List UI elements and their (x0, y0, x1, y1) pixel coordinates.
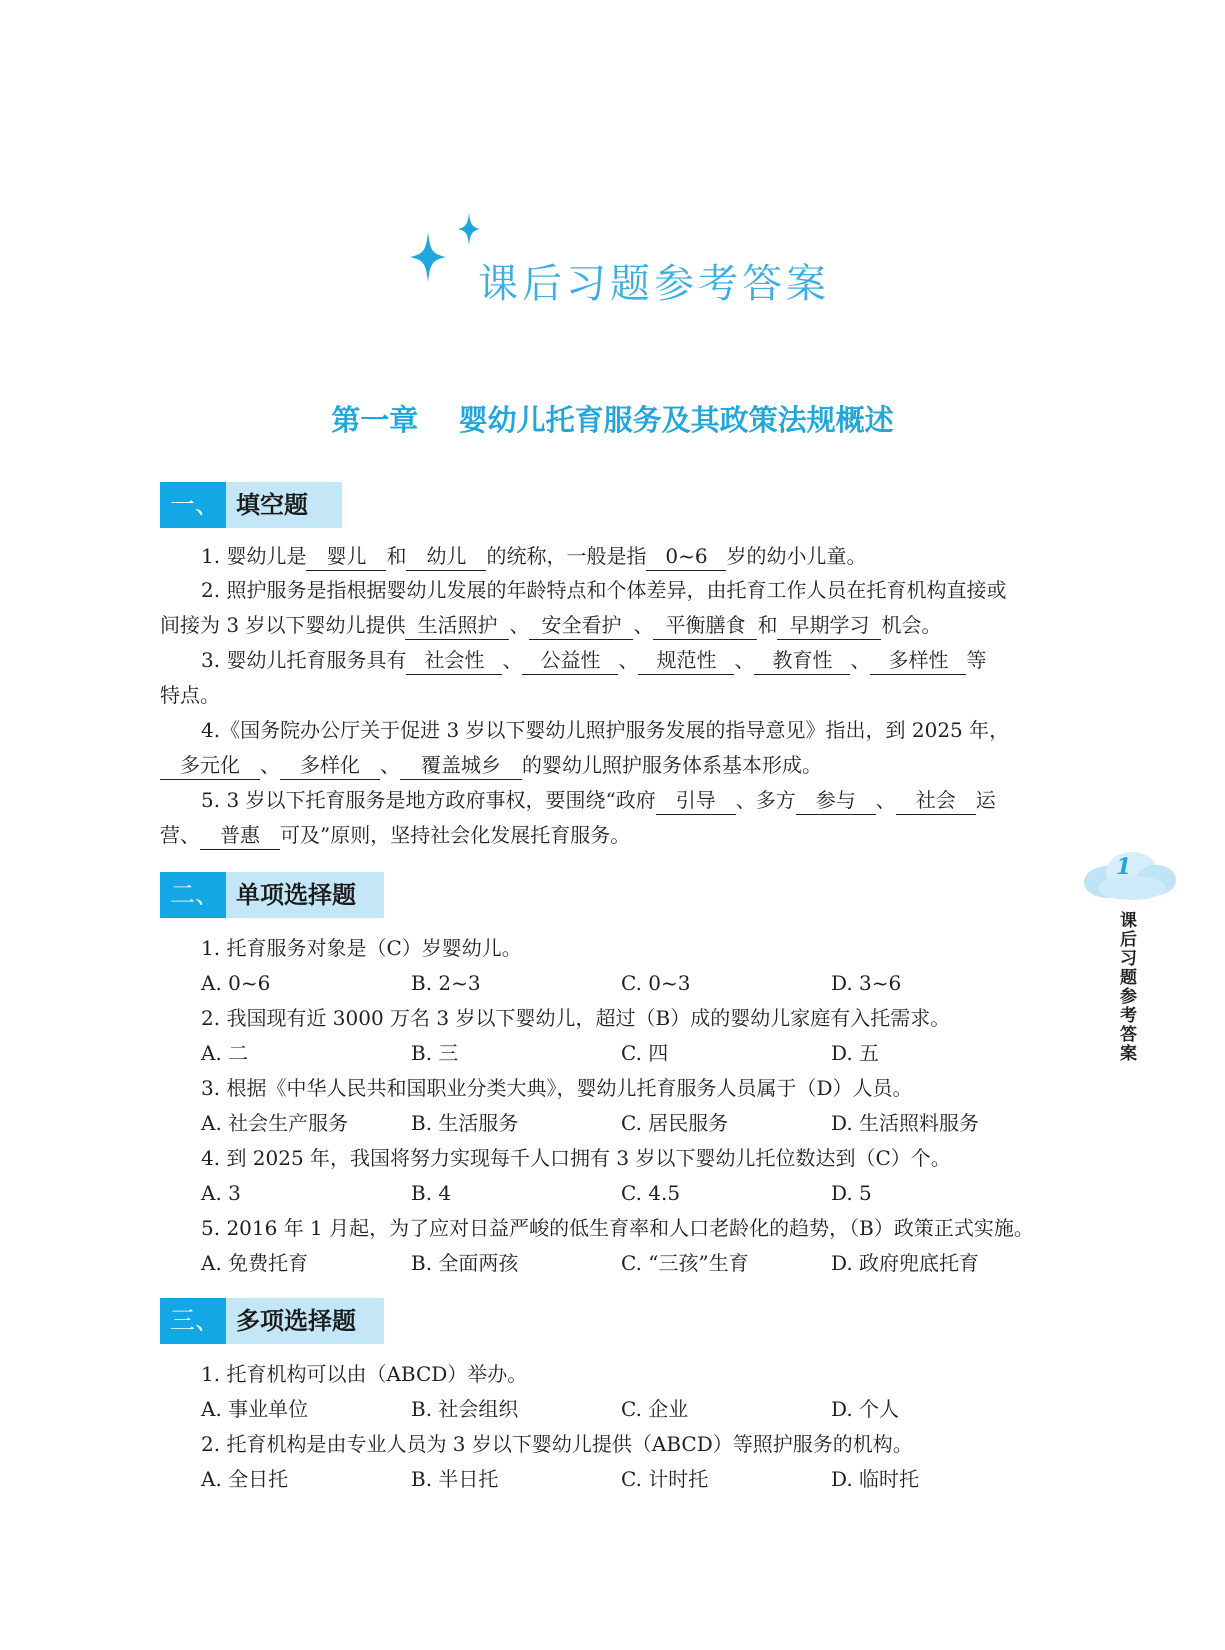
single-choice-question: 4. 到 2025 年，我国将努力实现每千人口拥有 3 岁以下婴幼儿托位数达到（C）个。 (201, 1146, 951, 1170)
answer-blank: 安全看护 (529, 611, 633, 640)
fill-question-4-line-1: 4.《国务院办公厅关于促进 3 岁以下婴幼儿照护服务发展的指导意见》指出，到 2025 年， (201, 718, 1010, 742)
answer-blank: 幼儿 (406, 542, 486, 571)
choice-option: A. 3 (201, 1181, 241, 1205)
answer-blank: 规范性 (638, 646, 734, 675)
single-choice-question: 2. 我国现有近 3000 万名 3 岁以下婴幼儿，超过（B）成的婴幼儿家庭有入托需求。 (201, 1006, 951, 1030)
fill-question-3-line-2: 特点。 (160, 683, 220, 707)
single-choice-question: 1. 托育服务对象是（C）岁婴幼儿。 (201, 936, 522, 960)
multi-choice-question: 1. 托育机构可以由（ABCD）举办。 (201, 1362, 528, 1386)
choice-option: B. 2~3 (411, 971, 481, 995)
answer-blank: 生活照护 (405, 611, 509, 640)
answer-blank: 早期学习 (777, 611, 881, 640)
choice-option: B. 生活服务 (411, 1111, 519, 1135)
answer-blank: 引导 (656, 786, 736, 815)
choice-option: D. 五 (831, 1041, 880, 1065)
section-label: 单项选择题 (226, 872, 384, 918)
answer-blank: 参与 (796, 786, 876, 815)
choice-option: C. 四 (621, 1041, 669, 1065)
choice-option: D. 生活照料服务 (831, 1111, 980, 1135)
multi-choice-question: 2. 托育机构是由专业人员为 3 岁以下婴幼儿提供（ABCD）等照护服务的机构。 (201, 1432, 913, 1456)
choice-option: B. 社会组织 (411, 1397, 519, 1421)
answer-blank: 平衡膳食 (653, 611, 757, 640)
answer-blank: 普惠 (200, 821, 280, 850)
section-heading-multi-choice (160, 1298, 384, 1344)
section-number: 二、 (160, 872, 226, 918)
answer-blank: 社会性 (406, 646, 502, 675)
choice-option: A. 社会生产服务 (201, 1111, 349, 1135)
choice-option: D. 个人 (831, 1397, 900, 1421)
section-heading-single-choice (160, 872, 384, 918)
choice-option: B. 4 (411, 1181, 452, 1205)
choice-option: C. 企业 (621, 1397, 689, 1421)
answer-blank: 多样化 (280, 751, 380, 780)
section-number: 三、 (160, 1298, 226, 1344)
answer-blank: 婴儿 (306, 542, 386, 571)
choice-option: C. “三孩”生育 (621, 1251, 749, 1275)
fill-question-5-line-1: 5. 3 岁以下托育服务是地方政府事权，要围绕“政府 引导 、多方 参与 、 社会 运 (201, 783, 996, 817)
choice-option: A. 事业单位 (201, 1397, 309, 1421)
answer-blank: 教育性 (754, 646, 850, 675)
section-heading-fill-blank (160, 482, 342, 528)
answer-blank: 覆盖城乡 (400, 751, 522, 780)
choice-option: A. 全日托 (201, 1467, 289, 1491)
section-number: 一、 (160, 482, 226, 528)
section-label: 多项选择题 (226, 1298, 384, 1344)
choice-option: A. 二 (201, 1041, 249, 1065)
sparkle-star-icon (410, 232, 446, 282)
choice-option: C. 0~3 (621, 971, 691, 995)
choice-option: D. 5 (831, 1181, 872, 1205)
choice-option: A. 免费托育 (201, 1251, 309, 1275)
answer-blank: 多样性 (870, 646, 966, 675)
answer-blank: 公益性 (522, 646, 618, 675)
choice-option: B. 全面两孩 (411, 1251, 519, 1275)
choice-option: C. 计时托 (621, 1467, 709, 1491)
answer-blank: 0~6 (646, 542, 726, 571)
choice-option: D. 政府兜底托育 (831, 1251, 980, 1275)
choice-option: B. 三 (411, 1041, 459, 1065)
answer-blank: 社会 (896, 786, 976, 815)
choice-option: D. 3~6 (831, 971, 902, 995)
fill-question-2-line-2: 间接为 3 岁以下婴幼儿提供 生活照护 、 安全看护 、 平衡膳食 和 早期学习 机会。 (160, 608, 941, 642)
single-choice-question: 5. 2016 年 1 月起，为了应对日益严峻的低生育率和人口老龄化的趋势，（B）政策正式实施。 (201, 1216, 1034, 1240)
sparkle-star-icon (458, 212, 480, 246)
choice-option: C. 居民服务 (621, 1111, 729, 1135)
answer-blank: 多元化 (160, 751, 260, 780)
choice-option: B. 半日托 (411, 1467, 499, 1491)
fill-question-3-line-1: 3. 婴幼儿托育服务具有 社会性 、 公益性 、 规范性 、 教育性 、 多样性 等 (201, 643, 986, 677)
choice-option: C. 4.5 (621, 1181, 681, 1205)
fill-question-4-line-2: 多元化 、 多样化 、 覆盖城乡 的婴幼儿照护服务体系基本形成。 (160, 748, 822, 782)
section-label: 填空题 (226, 482, 342, 528)
fill-question-2-line-1: 2. 照护服务是指根据婴幼儿发展的年龄特点和个体差异，由托育工作人员在托育机构直接或 (201, 578, 1007, 602)
page-title: 课后习题参考答案 (478, 261, 830, 307)
side-tab-label: 课后习题参考答案 (1120, 911, 1137, 1064)
fill-question-1: 1. 婴幼儿是 婴儿 和 幼儿 的统称，一般是指 0~6 岁的幼小儿童。 (201, 539, 866, 573)
choice-option: D. 临时托 (831, 1467, 920, 1491)
single-choice-question: 3. 根据《中华人民共和国职业分类大典》，婴幼儿托育服务人员属于（D）人员。 (201, 1076, 913, 1100)
page-number: 1 (1116, 854, 1132, 880)
fill-question-5-line-2: 营、 普惠 可及”原则，坚持社会化发展托育服务。 (160, 818, 630, 852)
chapter-title: 第一章 婴幼儿托育服务及其政策法规概述 (331, 403, 894, 437)
choice-option: A. 0~6 (201, 971, 271, 995)
